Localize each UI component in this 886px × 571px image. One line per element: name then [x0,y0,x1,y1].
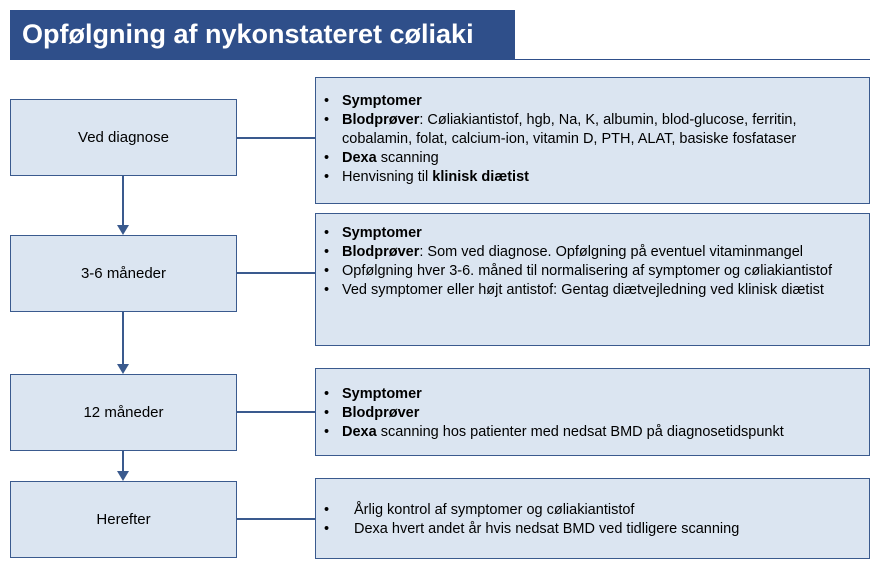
bullet-icon: • [324,502,330,518]
bullet-icon: • [324,386,330,402]
arrow-shaft [122,451,124,471]
list-item: • Ved symptomer eller højt antistof: Gentag diætvejledning ved klinisk diætist [324,282,824,298]
detail-list [324,92,859,187]
detail-box-thereafter [315,478,870,559]
arrow-head-icon [117,364,129,374]
stage-box-diagnosis [10,99,237,176]
list-item: • Opfølgning hver 3-6. måned til normalisering af symptomer og cøliakiantistof [324,263,832,279]
bullet-icon: • [324,282,330,298]
stage-box-3-6-months [10,235,237,312]
arrow-shaft [122,312,124,364]
detail-list [324,501,859,539]
stage-box-12-months [10,374,237,451]
connector-line [237,411,315,413]
list-item: • Symptomer [324,225,422,241]
list-item: • Symptomer [324,386,422,402]
title-bar [10,10,515,59]
arrow-shaft [122,176,124,225]
stage-label: 12 måneder [83,404,164,421]
bullet-icon: • [324,263,330,279]
bullet-icon: • [324,244,330,260]
list-item: • Symptomer [324,93,422,109]
stage-label: Herefter [96,511,151,528]
bullet-icon: • [324,93,330,109]
detail-list [324,385,859,442]
detail-list [324,224,859,300]
bullet-icon: • [324,424,330,440]
list-item: • Årlig kontrol af symptomer og cøliakiantistof [324,502,635,518]
detail-box-3-6-months [315,213,870,346]
detail-box-diagnosis [315,77,870,204]
stage-box-thereafter [10,481,237,558]
title-divider [10,59,870,60]
bullet-icon: • [324,405,330,421]
bullet-icon: • [324,150,330,166]
list-item: • Dexa scanning [324,150,439,166]
connector-line [237,137,315,139]
connector-line [237,272,315,274]
detail-box-12-months [315,368,870,456]
list-item: • Blodprøver: Som ved diagnose. Opfølgning på eventuel vitaminmangel [324,244,804,260]
bullet-icon: • [324,169,330,185]
arrow-head-icon [117,225,129,235]
list-item: • Dexa scanning hos patienter med nedsat BMD på diagnosetidspunkt [324,424,784,440]
list-item: • Blodprøver: Cøliakiantistof, hgb, Na, K, albumin, blod-glucose, ferritin, cobalamin, folat, calcium-ion, vitamin D, PTH, ALAT, basiske fosfataser [324,112,797,147]
bullet-icon: • [324,112,330,128]
list-item: • Blodprøver [324,405,420,421]
bullet-icon: • [324,521,330,537]
list-item: • Dexa hvert andet år hvis nedsat BMD ved tidligere scanning [324,521,740,537]
arrow-head-icon [117,471,129,481]
stage-label: Ved diagnose [78,129,169,146]
connector-line [237,518,315,520]
page-title: Opfølgning af nykonstateret cøliaki [22,19,474,49]
bullet-icon: • [324,225,330,241]
list-item: • Henvisning til klinisk diætist [324,169,529,185]
stage-label: 3-6 måneder [80,265,167,282]
